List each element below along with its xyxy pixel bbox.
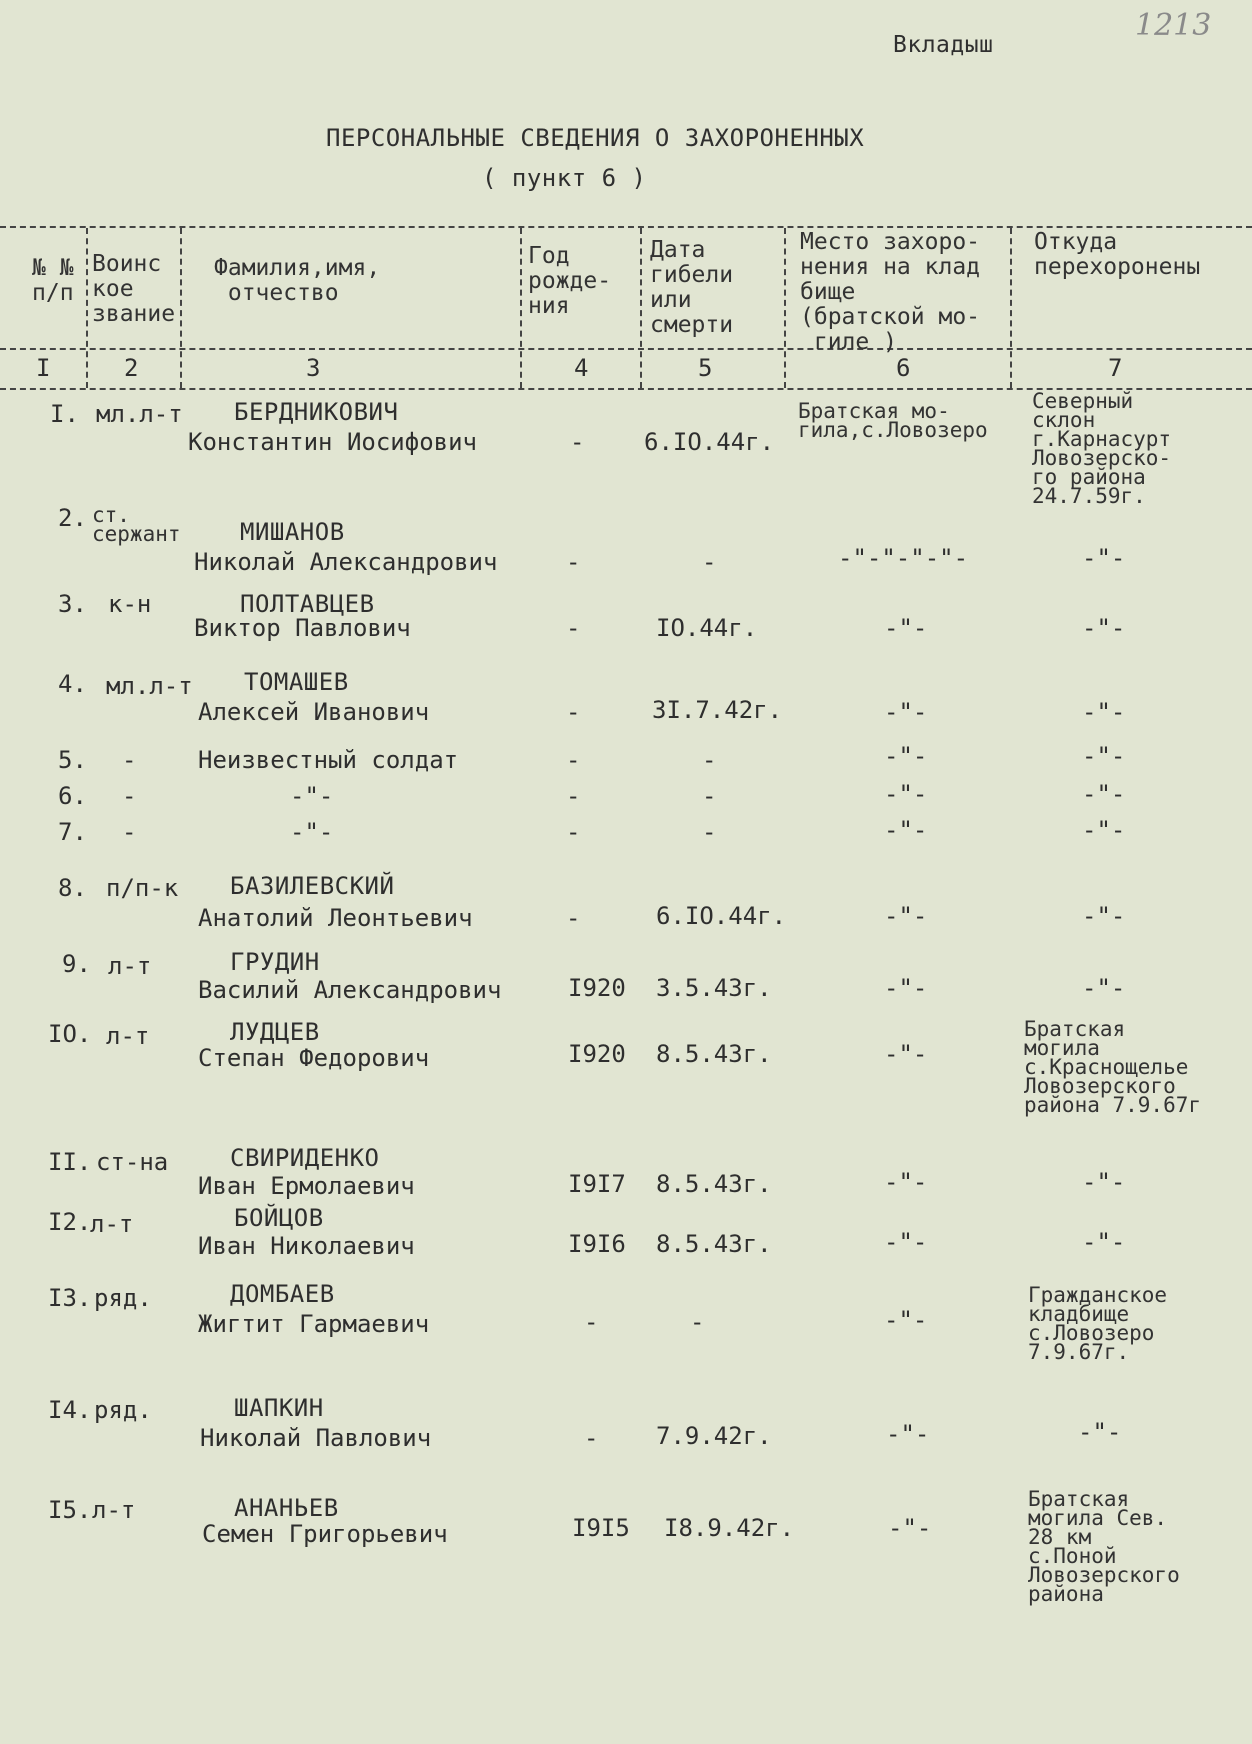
row-reburied-from: Гражданское кладбище с.Ловозеро 7.9.67г. (1028, 1283, 1168, 1364)
row-given-names: Константин Иосифович (188, 428, 477, 456)
row-reburied-from: -"- (1082, 816, 1126, 844)
row-death-date: 3I.7.42г. (652, 696, 783, 724)
row-rank: мл.л-т (106, 672, 193, 700)
row-birth-year: I9I6 (568, 1230, 626, 1258)
col-header-number: № № п/п (32, 255, 74, 306)
row-reburied-from: -"- (1082, 742, 1126, 770)
row-rank: л-т (108, 952, 152, 980)
row-rank: - (122, 818, 137, 846)
col-number-2: 2 (124, 354, 139, 382)
row-death-date: 8.5.43г. (656, 1040, 772, 1068)
row-death-date: 6.IO.44г. (656, 902, 787, 930)
row-number: 8. (58, 874, 87, 902)
row-number: II. (48, 1148, 92, 1176)
header-middle-rule (0, 348, 1252, 350)
row-rank: ряд. (94, 1396, 152, 1424)
row-burial-place: -"- (884, 902, 928, 930)
col-number-3: 3 (306, 354, 321, 382)
row-number: I2. (48, 1208, 92, 1236)
row-number: 5. (58, 746, 87, 774)
row-birth-year: - (566, 548, 581, 576)
row-surname: БАЗИЛЕВСКИЙ (230, 872, 395, 900)
row-reburied-from: -"- (1082, 1228, 1126, 1256)
column-divider (520, 228, 522, 388)
row-burial-place: -"- (884, 1040, 928, 1068)
row-birth-year: - (566, 904, 581, 932)
row-burial-place: -"- (884, 974, 928, 1002)
row-birth-year: I9I7 (568, 1170, 626, 1198)
column-divider (180, 228, 182, 388)
row-birth-year: - (566, 782, 581, 810)
row-given-names: Василий Александрович (198, 976, 502, 1004)
row-rank: ст. сержант (92, 503, 181, 546)
column-divider (640, 228, 642, 388)
row-surname: ШАПКИН (234, 1394, 324, 1422)
row-number: I3. (48, 1284, 92, 1312)
row-burial-place: -"- (884, 742, 928, 770)
row-rank: л-т (106, 1022, 150, 1050)
row-given-names: Степан Федорович (198, 1044, 430, 1072)
row-birth-year: I9I5 (572, 1514, 630, 1542)
row-rank: ряд. (94, 1284, 152, 1312)
insert-label: Вкладыш (893, 32, 994, 58)
row-burial-place: Братская мо- гила,с.Ловозеро (798, 399, 988, 442)
row-death-date: - (702, 818, 717, 846)
row-number: I4. (48, 1396, 92, 1424)
col-header-birth-year: Год рожде- ния (528, 243, 612, 319)
row-given-names: Алексей Иванович (198, 698, 430, 726)
row-given-names: Виктор Павлович (194, 614, 411, 642)
row-reburied-from: Северный склон г.Карнасурт Ловозерско- го района 24.7.59г. (1032, 389, 1172, 508)
row-number: IO. (48, 1020, 92, 1048)
row-surname: БЕРДНИКОВИЧ (234, 398, 399, 426)
row-death-date: - (702, 746, 717, 774)
row-given-names: Неизвестный солдат (198, 746, 459, 774)
row-surname: АНАНЬЕВ (234, 1494, 339, 1522)
row-rank: мл.л-т (96, 400, 183, 428)
row-rank: к-н (108, 590, 152, 618)
row-reburied-from: -"- (1078, 1418, 1122, 1446)
row-surname: ТОМАШЕВ (244, 668, 349, 696)
row-burial-place: -"- (884, 816, 928, 844)
row-reburied-from: -"- (1082, 780, 1126, 808)
row-death-date: 7.9.42г. (656, 1422, 772, 1450)
col-number-5: 5 (698, 354, 713, 382)
row-rank: ст-на (96, 1148, 169, 1176)
col-header-rank: Воинс кое звание (92, 251, 176, 327)
row-birth-year: - (570, 428, 585, 456)
row-burial-place: -"- (886, 1420, 930, 1448)
row-given-names: Анатолий Леонтьевич (198, 904, 473, 932)
row-reburied-from: -"- (1082, 544, 1126, 572)
row-rank: - (122, 746, 137, 774)
row-surname: ГРУДИН (230, 948, 320, 976)
row-reburied-from: -"- (1082, 1168, 1126, 1196)
row-surname: ЛУДЦЕВ (230, 1018, 320, 1046)
column-divider (1010, 228, 1012, 388)
row-given-names: Семен Григорьевич (202, 1520, 448, 1548)
row-reburied-from: -"- (1082, 614, 1126, 642)
row-birth-year: - (584, 1308, 599, 1336)
archive-number: 1213 (1135, 8, 1212, 43)
row-given-names: Николай Александрович (194, 548, 498, 576)
row-birth-year: I920 (568, 974, 626, 1002)
row-death-date: 6.IO.44г. (644, 428, 775, 456)
row-given-names: -"- (290, 818, 334, 846)
row-death-date: IO.44г. (656, 614, 758, 642)
row-burial-place: -"- (884, 698, 928, 726)
row-number: 6. (58, 782, 87, 810)
row-rank: - (122, 782, 137, 810)
row-death-date: 8.5.43г. (656, 1170, 772, 1198)
col-number-7: 7 (1108, 354, 1123, 382)
row-burial-place: -"- (884, 614, 928, 642)
col-number-6: 6 (896, 354, 911, 382)
col-header-reburied-from: Откуда перехоронены (1034, 229, 1201, 280)
row-number: 4. (58, 670, 87, 698)
row-birth-year: - (566, 818, 581, 846)
row-surname: ПОЛТАВЦЕВ (240, 590, 375, 618)
row-birth-year: - (566, 698, 581, 726)
col-header-burial-place: Место захоро- нения на клад бище (братской мо- гиле ) (800, 229, 981, 355)
row-surname: СВИРИДЕНКО (230, 1144, 380, 1172)
row-burial-place: -"- (884, 1228, 928, 1256)
column-divider (86, 228, 88, 388)
col-header-name: Фамилия,имя, отчество (214, 255, 381, 306)
col-number-4: 4 (574, 354, 589, 382)
row-death-date: 8.5.43г. (656, 1230, 772, 1258)
row-burial-place: -"- (884, 780, 928, 808)
row-burial-place: -"- (888, 1514, 932, 1542)
row-death-date: - (702, 548, 717, 576)
col-number-1: I (36, 354, 51, 382)
row-number: I. (50, 400, 79, 428)
row-given-names: Николай Павлович (200, 1424, 432, 1452)
document-subtitle: ( пункт 6 ) (482, 164, 647, 192)
row-death-date: - (690, 1308, 705, 1336)
row-birth-year: I920 (568, 1040, 626, 1068)
row-burial-place: -"-"-"-"- (838, 544, 969, 572)
row-number: 9. (62, 950, 91, 978)
row-surname: ДОМБАЕВ (230, 1280, 335, 1308)
row-number: 3. (58, 590, 87, 618)
row-rank: л-т (92, 1496, 136, 1524)
row-reburied-from: Братская могила Сев. 28 км с.Поной Ловозерского района (1028, 1487, 1180, 1606)
row-number: 2. (58, 504, 87, 532)
row-reburied-from: -"- (1082, 902, 1126, 930)
row-surname: МИШАНОВ (240, 518, 345, 546)
row-death-date: 3.5.43г. (656, 974, 772, 1002)
row-given-names: Жигтит Гармаевич (198, 1310, 430, 1338)
row-number: 7. (58, 818, 87, 846)
row-reburied-from: -"- (1082, 974, 1126, 1002)
row-number: I5. (48, 1496, 92, 1524)
row-death-date: - (702, 782, 717, 810)
row-burial-place: -"- (884, 1306, 928, 1334)
col-header-death-date: Дата гибели или смерти (650, 237, 734, 338)
row-reburied-from: -"- (1082, 698, 1126, 726)
row-birth-year: - (566, 746, 581, 774)
row-birth-year: - (584, 1424, 599, 1452)
header-top-rule (0, 226, 1252, 228)
row-reburied-from: Братская могила с.Краснощелье Ловозерского района 7.9.67г (1024, 1017, 1202, 1117)
row-rank: п/п-к (106, 874, 179, 902)
row-given-names: Иван Николаевич (198, 1232, 415, 1260)
document-title: ПЕРСОНАЛЬНЫЕ СВЕДЕНИЯ О ЗАХОРОНЕННЫХ (326, 124, 865, 152)
row-rank: л-т (90, 1210, 134, 1238)
row-given-names: Иван Ермолаевич (198, 1172, 415, 1200)
row-death-date: I8.9.42г. (664, 1514, 795, 1542)
row-given-names: -"- (290, 782, 334, 810)
row-birth-year: - (566, 614, 581, 642)
row-surname: БОЙЦОВ (234, 1204, 324, 1232)
row-burial-place: -"- (884, 1168, 928, 1196)
column-divider (784, 228, 786, 388)
